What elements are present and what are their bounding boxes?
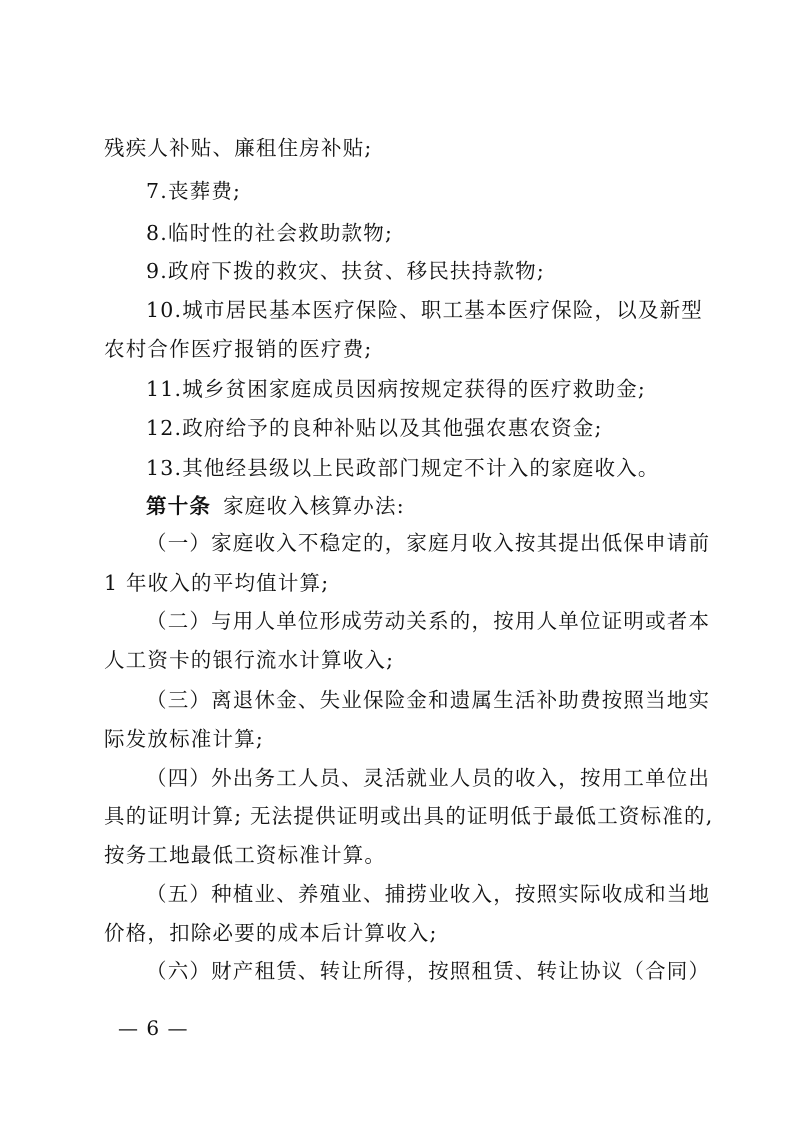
- text-line: 1 年收入的平均值计算;: [104, 571, 330, 595]
- text-line: 价格，扣除必要的成本后计算收入;: [104, 921, 438, 945]
- list-item: （一）家庭收入不稳定的，家庭月收入按其提出低保申请前: [146, 531, 711, 555]
- list-item: （四）外出务工人员、灵活就业人员的收入，按用工单位出: [146, 766, 711, 790]
- list-item: （三）离退休金、失业保险金和遗属生活补助费按照当地实: [146, 688, 711, 712]
- text-line: 际发放标准计算;: [104, 727, 265, 751]
- article-line: [146, 491, 405, 521]
- list-item: 9.政府下拨的救灾、扶贫、移民扶持款物;: [146, 259, 545, 283]
- list-item: 12.政府给予的良种补贴以及其他强农惠农资金;: [146, 416, 603, 440]
- text-line: 人工资卡的银行流水计算收入;: [104, 648, 395, 672]
- list-item: （二）与用人单位形成劳动关系的，按用人单位证明或者本: [146, 609, 711, 633]
- text-line: 具的证明计算; 无法提供证明或出具的证明低于最低工资标准的,: [104, 804, 714, 828]
- list-item: 7.丧葬费;: [146, 179, 242, 203]
- text-line: 农村合作医疗报销的医疗费;: [104, 337, 373, 361]
- list-item: 8.临时性的社会救助款物;: [146, 221, 394, 245]
- article-heading: 第十条: [146, 494, 212, 518]
- text-line: 按务工地最低工资标准计算。: [104, 843, 387, 867]
- list-item: 11.城乡贫困家庭成员因病按规定获得的医疗救助金;: [146, 377, 647, 401]
- list-item: （六）财产租赁、转让所得，按照租赁、转让协议（合同）: [146, 959, 711, 983]
- article-text: 家庭收入核算办法:: [223, 494, 405, 518]
- list-item: 13.其他经县级以上民政部门规定不计入的家庭收入。: [146, 456, 660, 480]
- page-number: — 6 —: [118, 1016, 189, 1040]
- list-item: 10.城市居民基本医疗保险、职工基本医疗保险，以及新型: [146, 298, 704, 322]
- list-item: （五）种植业、养殖业、捕捞业收入，按照实际收成和当地: [146, 882, 711, 906]
- text-line: 残疾人补贴、廉租住房补贴;: [104, 136, 373, 160]
